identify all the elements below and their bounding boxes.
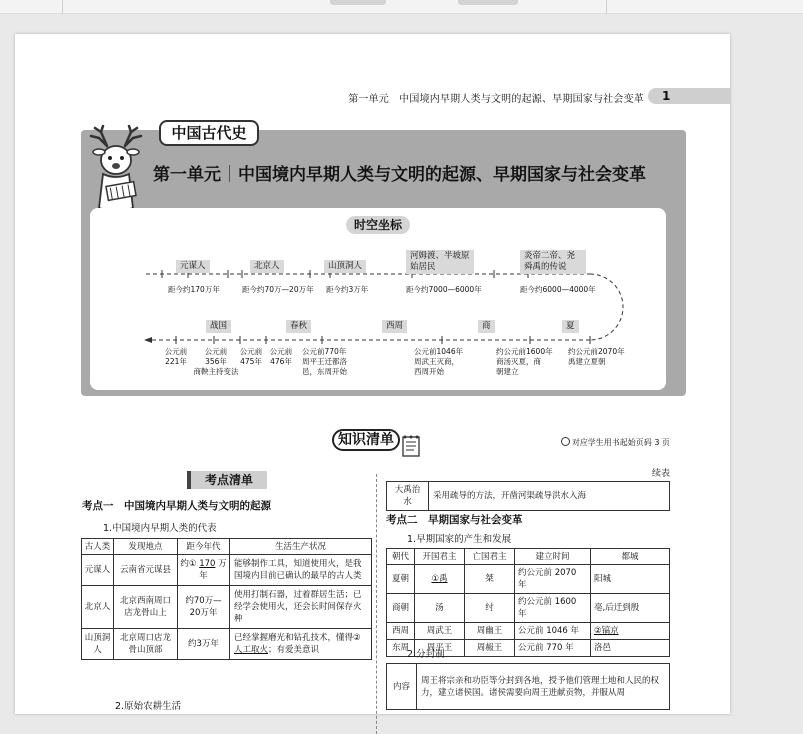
timeline-event: 约公元前2070年 禹建立夏朝: [568, 347, 625, 366]
table-row: [387, 482, 670, 511]
table-header: 距今年代: [178, 539, 230, 555]
table-cell: 东周: [387, 640, 415, 657]
table-cell: 周王将宗亲和功臣等分封到各地，授予他们管理土地和人民的权力，建立诸侯国。诸侯需要向周王进献贡物，并服从周: [417, 664, 670, 710]
continued-label: 续表: [652, 469, 671, 479]
table-cell: 云南省元谋县: [114, 555, 178, 586]
table-cell: 约公元前 2070 年: [515, 565, 591, 594]
timeline-event: 公元前 475年: [239, 347, 263, 366]
timeline-arrow: [144, 337, 152, 343]
table-row: [387, 623, 670, 640]
table-cell: ①禹: [415, 565, 465, 594]
fenfeng-subtitle: 2.分封制: [407, 649, 445, 660]
table-cell: 元谋人: [82, 555, 114, 586]
table-cell: 周武王: [415, 623, 465, 640]
timeline-event: 公元前 356年 商鞅主持变法: [193, 347, 239, 376]
table-cell: 约70万—20万年: [178, 586, 230, 629]
document-page: [15, 34, 730, 714]
table-cell: 汤: [415, 594, 465, 623]
timeline-label-beijing: 北京人: [250, 260, 284, 273]
timeline-label-xia: 夏: [562, 320, 579, 333]
table-header: 都城: [591, 549, 670, 565]
kaodian-label: 考点清单: [187, 471, 267, 489]
table-row: [82, 586, 372, 629]
timeline-date: 距今约7000—6000年: [406, 285, 482, 294]
table-row: [387, 565, 670, 594]
timeline-label-shang: 商: [478, 320, 495, 333]
blank-answer: 人工取火: [234, 645, 269, 655]
point2-subtitle: 1.早期国家的产生和发展: [407, 534, 512, 545]
timeline-label-xizhou: 西周: [382, 320, 407, 333]
reference-text: 对应学生用书起始页码 3 页: [571, 438, 670, 447]
toolbar-divider: [62, 0, 63, 14]
table-cell: 纣: [465, 594, 515, 623]
table-cell: 亳,后迁到殷: [591, 594, 670, 623]
table-header: 发现地点: [114, 539, 178, 555]
table-row: [387, 594, 670, 623]
timeline-date: 距今约3万年: [326, 285, 369, 294]
table-row: [82, 555, 372, 586]
table-header: 生活生产状况: [230, 539, 372, 555]
timeline-event: 公元前 221年: [164, 347, 188, 366]
unit-name: 中国境内早期人类与文明的起源、早期国家与社会变革: [238, 165, 646, 185]
reference-note: [561, 437, 670, 448]
running-title: 第一单元 中国境内早期人类与文明的起源、早期国家与社会变革: [348, 94, 644, 105]
timeline-date: 距今约6000—4000年: [520, 285, 596, 294]
point1-subtitle: 1.中国境内早期人类的代表: [103, 523, 217, 534]
toolbar-tab[interactable]: [458, 0, 518, 5]
toolbar-tab[interactable]: [330, 0, 386, 5]
table-header: 古人类: [82, 539, 114, 555]
section-title: 知识清单: [332, 429, 400, 451]
table-row: [387, 664, 670, 710]
blank-answer: 170: [199, 559, 216, 569]
table-header: 亡国君主: [465, 549, 515, 565]
table-cell: 约3万年: [178, 629, 230, 660]
unit-number: 第一单元: [153, 165, 221, 185]
table-header-row: [387, 549, 670, 565]
table-cell: 公元前 770 年: [515, 640, 591, 657]
table-cell: 北京人: [82, 586, 114, 629]
table-cell: 桀: [465, 565, 515, 594]
table-cell: 周幽王: [465, 623, 515, 640]
age-prefix: 约①: [180, 559, 197, 569]
table-header: 建立时间: [515, 549, 591, 565]
reference-icon: [561, 437, 570, 446]
timeline-date: 距今约170万年: [168, 285, 220, 294]
title-separator: [229, 165, 230, 182]
table-cell: [230, 629, 372, 660]
timeline-panel: [90, 208, 666, 390]
table-cell: 阳城: [591, 565, 670, 594]
category-label: 中国古代史: [159, 120, 259, 146]
table-row: [82, 629, 372, 660]
table-header: 开国君主: [415, 549, 465, 565]
toolbar-divider: [606, 0, 607, 14]
table-cell: 能够制作工具，知道使用火，是我国境内目前已确认的最早的古人类: [230, 555, 372, 586]
early-humans-table: [81, 538, 372, 660]
desc-prefix: 已经掌握磨光和钻孔技术，懂得②: [234, 633, 361, 643]
deer-mascot-icon: [85, 124, 155, 216]
timeline-event: 公元前 476年: [269, 347, 293, 366]
timeline-label-hemudu: 河姆渡、半坡原始居民: [406, 250, 474, 274]
timeline-date: 距今约70万—20万年: [242, 285, 314, 294]
next-item-title: 2.原始农耕生活: [115, 701, 182, 712]
table-cell: 大禹治水: [387, 482, 429, 511]
table-header: 朝代: [387, 549, 415, 565]
timeline-event: 约公元前1600年 商汤灭夏，商 朝建立: [496, 347, 553, 376]
table-cell: 周赧王: [465, 640, 515, 657]
timeline-label-zhanguo: 战国: [206, 320, 231, 333]
timeline-label-chunqiu: 春秋: [286, 320, 311, 333]
timeline-label-yuanmou: 元谋人: [176, 260, 210, 273]
continued-table: [386, 481, 670, 511]
timeline-label-legend: 炎帝二帝、尧舜禹的传说: [520, 250, 586, 274]
table-cell: 使用打制石器，过着群居生活；已经学会使用火，还会长时间保存火种: [230, 586, 372, 629]
table-cell: ②镐京: [591, 623, 670, 640]
table-cell: 北京周口店龙骨山顶部: [114, 629, 178, 660]
table-cell: 山顶洞人: [82, 629, 114, 660]
timeline-title: 时空坐标: [346, 216, 410, 234]
table-cell: 采用疏导的方法，开凿河渠疏导洪水入海: [429, 482, 670, 511]
age-suffix: 万年: [199, 559, 227, 581]
table-cell: 夏朝: [387, 565, 415, 594]
page-number: 1: [648, 88, 730, 104]
table-cell: 西周: [387, 623, 415, 640]
table-cell: 约公元前 1600 年: [515, 594, 591, 623]
timeline-label-shandingdong: 山顶洞人: [324, 260, 366, 273]
table-header-row: [82, 539, 372, 555]
viewer-toolbar: [0, 0, 803, 14]
unit-title: [153, 160, 646, 185]
point1-title: 考点一 中国境内早期人类与文明的起源: [82, 500, 271, 512]
timeline-event: 公元前1046年 周武王灭商， 西周开始: [414, 347, 464, 376]
fenfeng-table: [386, 663, 670, 710]
dynasty-table: [386, 548, 670, 657]
column-divider: [376, 474, 377, 734]
table-cell: 洛邑: [591, 640, 670, 657]
timeline-event: 公元前770年 周平王迁都洛 邑，东周开始: [302, 347, 347, 376]
running-header: [15, 88, 730, 108]
table-cell: 北京西南周口店龙骨山上: [114, 586, 178, 629]
table-cell: 公元前 1046 年: [515, 623, 591, 640]
table-cell: 商朝: [387, 594, 415, 623]
point2-title: 考点二 早期国家与社会变革: [386, 514, 523, 526]
table-cell: 周平王: [415, 640, 465, 657]
table-cell: [178, 555, 230, 586]
table-cell: 内容: [387, 664, 417, 710]
notebook-icon: [400, 434, 422, 458]
desc-suffix: ；有爱美意识: [268, 645, 320, 655]
